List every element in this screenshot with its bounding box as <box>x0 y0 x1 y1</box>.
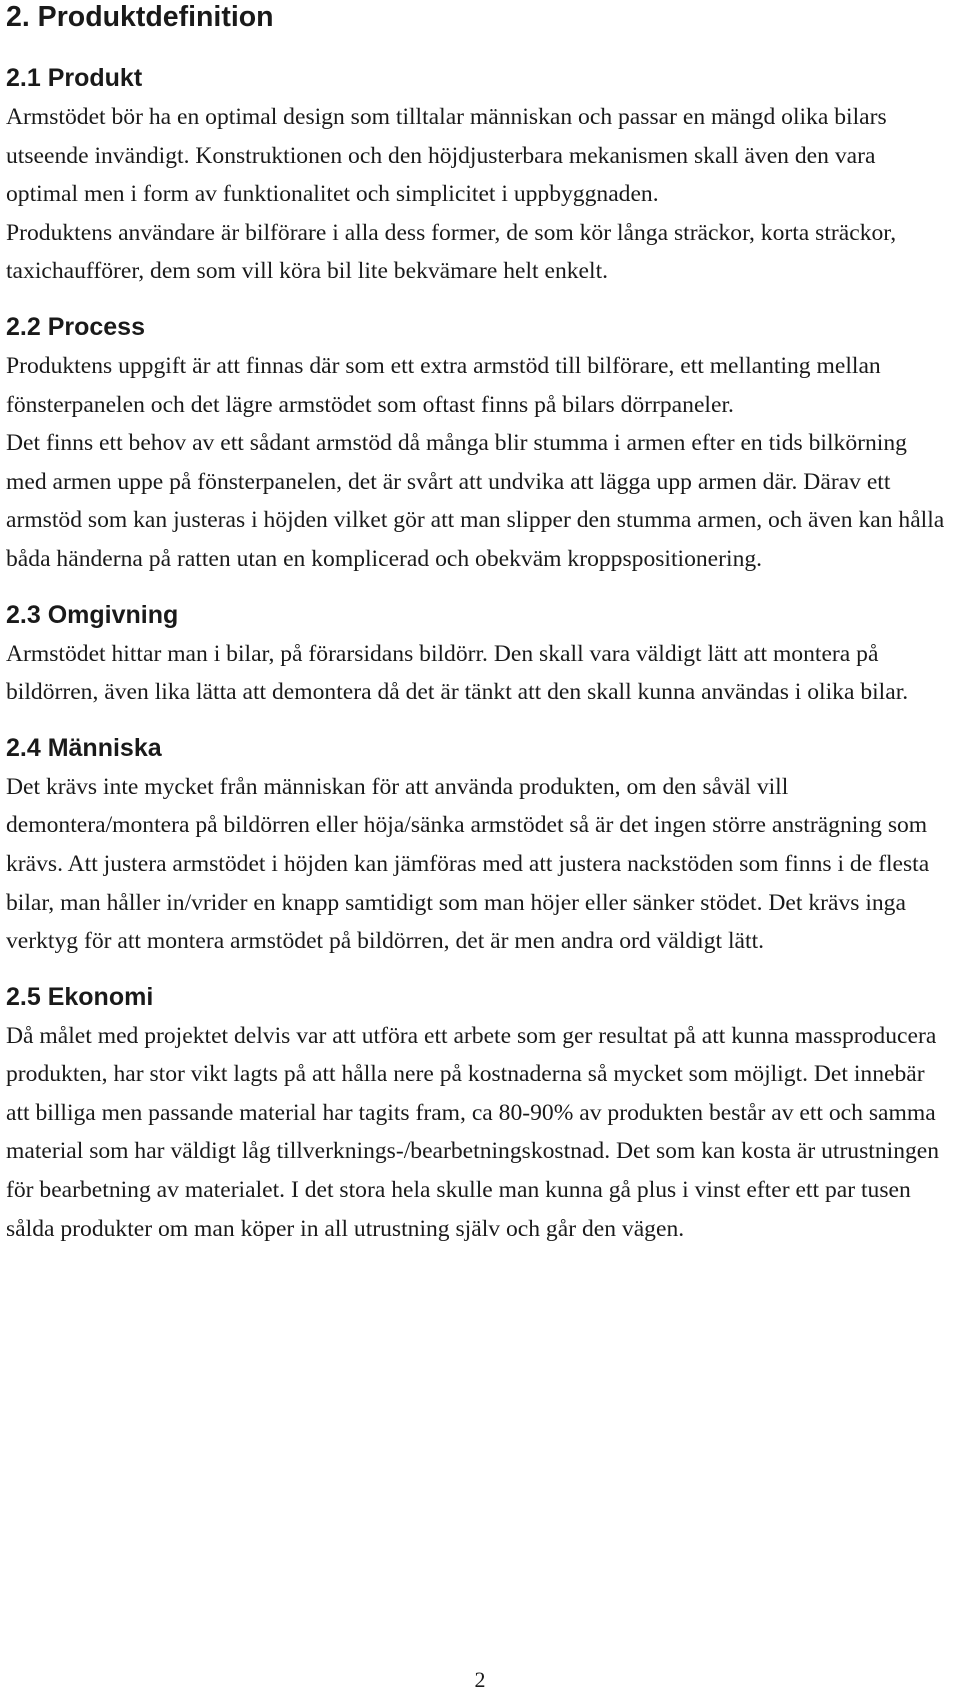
chapter-heading: 2. Produktdefinition <box>6 1 274 33</box>
paragraph: Armstödet hittar man i bilar, på förarsidans bildörr. Den skall vara väldigt lätt att montera på bildörren, även lika lätta att demontera då det är tänkt att den skall kunna användas i olika bilar. <box>6 640 909 706</box>
page-number: 2 <box>474 1667 486 1692</box>
section-ekonomi <box>6 982 952 1249</box>
section-produkt <box>6 63 952 291</box>
section-process <box>6 312 952 579</box>
paragraph: Då målet med projektet delvis var att utföra ett arbete som ger resultat på att kunna massproducera produkten, har stor vikt lagts på att hålla nere på kostnaderna så mycket som möjligt. Det innebär att billiga men passande material har tagits fram, ca 80-90% av produkten består av ett och samma material som har väldigt låg tillverknings-/bearbetningskostnad. Det som kan kosta är utrustningen för bearbetning av materialet. I det stora hela skulle man kunna gå plus i vinst efter ett par tusen sålda produkter om man köper in all utrustning själv och går den vägen. <box>6 1022 940 1242</box>
paragraph: Produktens uppgift är att finnas där som ett extra armstöd till bilförare, ett mellanting mellan fönsterpanelen och det lägre armstödet som oftast finns på bilars dörrpaneler. <box>6 352 881 418</box>
section-title: 2.3 Omgivning <box>6 600 179 629</box>
paragraph: Det krävs inte mycket från människan för att använda produkten, om den såväl vill demontera/montera på bildörren eller höja/sänka armstödet så är det ingen större ansträgning som krävs. Att justera armstödet i höjden kan jämföras med att justera nackstöden som finns i de flesta bilar, man håller in/vrider en knapp samtidigt som man höjer eller sänker stödet. Det krävs inga verktyg för att montera armstödet på bildörren, det är men andra ord väldigt lätt. <box>6 773 930 955</box>
section-title: 2.5 Ekonomi <box>6 982 154 1011</box>
section-omgivning <box>6 600 952 712</box>
section-title: 2.4 Människa <box>6 733 162 762</box>
section-manniska <box>6 733 952 961</box>
section-title: 2.2 Process <box>6 312 145 341</box>
paragraph: Armstödet bör ha en optimal design som tilltalar människan och passar en mängd olika bilars utseende invändigt. Konstruktionen och den höjdjusterbara mekanismen skall även den vara optimal men i form av funktionalitet och simplicitet i uppbyggnaden. <box>6 104 887 208</box>
paragraph: Det finns ett behov av ett sådant armstöd då många blir stumma i armen efter en tids bilkörning med armen uppe på fönsterpanelen, det är svårt att undvika att lägga upp armen där. Därav ett armstöd som kan justeras i höjden vilket gör att man slipper den stumma armen, och även kan hålla båda händerna på ratten utan en komplicerad och obekväm kroppspositionering. <box>6 430 945 572</box>
section-title: 2.1 Produkt <box>6 64 143 92</box>
paragraph: Produktens användare är bilförare i alla dess former, de som kör långa sträckor, korta sträckor, taxichaufförer, dem som vill köra bil lite bekvämare helt enkelt. <box>6 219 897 285</box>
